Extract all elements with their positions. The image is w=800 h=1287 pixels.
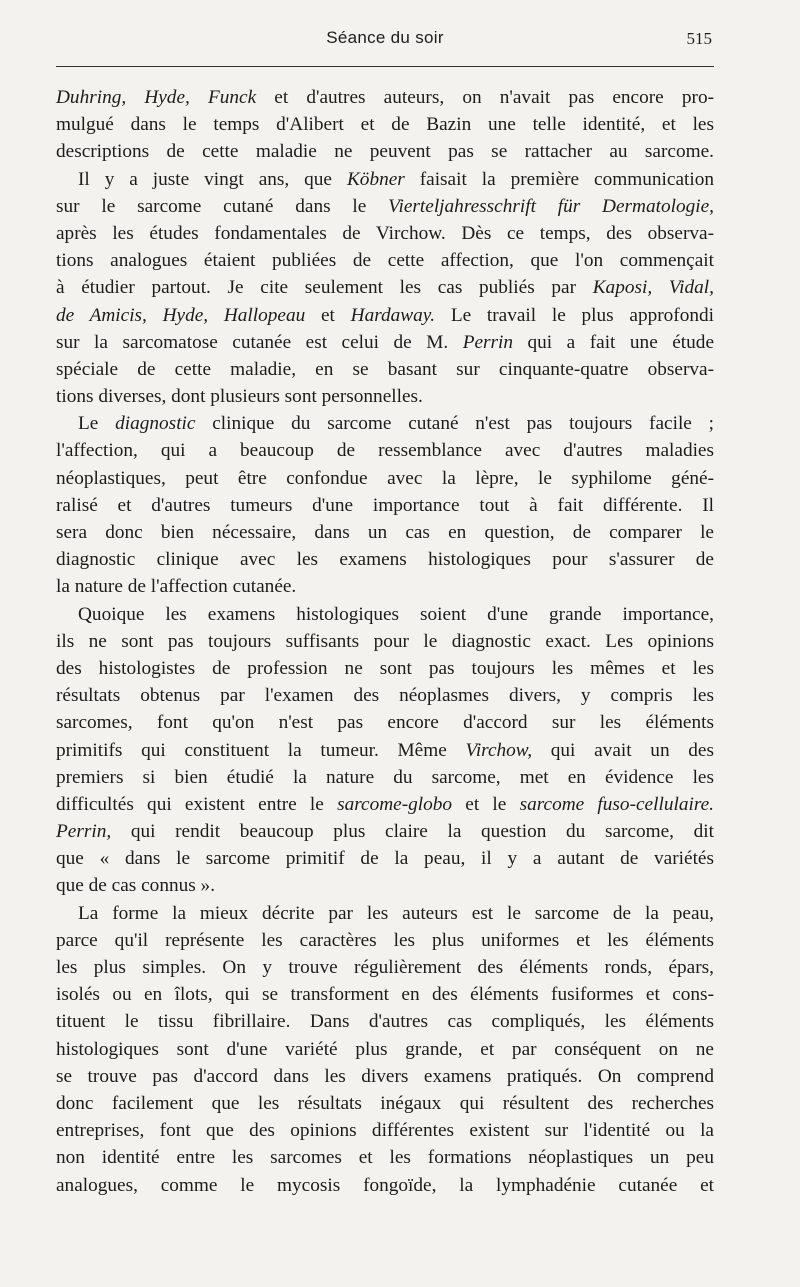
text-run: sarcomes, font qu'on n'est pas encore d'accord sur les éléments bbox=[56, 712, 714, 734]
text-line bbox=[56, 1117, 714, 1144]
text-run: histologiques sont d'une variété plus grande, et par conséquent on ne bbox=[56, 1038, 714, 1060]
text-line bbox=[56, 465, 714, 492]
header-rule bbox=[56, 66, 714, 67]
text-line bbox=[56, 628, 714, 655]
text-line bbox=[56, 274, 714, 301]
text-line bbox=[56, 546, 714, 573]
text-line bbox=[56, 220, 714, 247]
paragraph bbox=[56, 410, 714, 600]
text-run: faisait la première communication bbox=[404, 168, 714, 190]
text-line bbox=[56, 492, 714, 519]
text-run: se trouve pas d'accord dans les divers examens pratiqués. On comprend bbox=[56, 1065, 714, 1087]
text-run: tituent le tissu fibrillaire. Dans d'autres cas compliqués, les éléments bbox=[56, 1011, 714, 1033]
text-run: La forme la mieux décrite par les auteurs est le sarcome de la peau, bbox=[78, 902, 714, 924]
text-run: ils ne sont pas toujours suffisants pour le diagnostic exact. Les opinions bbox=[56, 630, 714, 652]
text-run: parce qu'il représente les caractères les plus uniformes et les éléments bbox=[56, 929, 714, 951]
text-run: et le bbox=[452, 793, 520, 815]
page-header bbox=[56, 28, 714, 54]
italic-text: Perrin, bbox=[56, 821, 112, 843]
text-run: résultats obtenus par l'examen des néoplasmes divers, y compris les bbox=[56, 685, 714, 707]
text-run: sur le sarcome cutané dans le bbox=[56, 195, 389, 217]
text-line bbox=[56, 383, 714, 410]
text-run: sera donc bien nécessaire, dans un cas en question, de comparer le bbox=[56, 522, 714, 543]
text-run: analogues, comme le mycosis fongoïde, la lymphadénie cutanée et bbox=[56, 1174, 714, 1196]
text-line bbox=[56, 247, 714, 274]
text-run: qui a fait une étude bbox=[513, 331, 714, 353]
text-run: Le travail le plus approfondi bbox=[435, 304, 714, 326]
text-run: Quoique les examens histologiques soient d'une grande importance, bbox=[78, 603, 714, 625]
text-run: l'affection, qui a beaucoup de ressemblance avec d'autres maladies bbox=[56, 440, 714, 462]
text-run: et d'autres auteurs, on n'avait pas encore pro- bbox=[256, 87, 715, 108]
text-line bbox=[56, 1090, 714, 1117]
paragraph bbox=[56, 166, 714, 411]
text-run: entreprises, font que des opinions différentes existent sur l'identité ou la bbox=[56, 1120, 714, 1142]
italic-text: Duhring, Hyde, Funck bbox=[56, 87, 257, 108]
text-run: Il y a juste vingt ans, que bbox=[78, 168, 347, 190]
italic-text: Köbner bbox=[346, 168, 405, 190]
italic-text: Vierteljahresschrift für Dermatologie, bbox=[388, 195, 714, 217]
text-line bbox=[56, 329, 714, 356]
text-run: et bbox=[305, 304, 351, 326]
paragraph bbox=[56, 601, 714, 900]
text-run: après les études fondamentales de Virchow. Dès ce temps, des observa- bbox=[56, 222, 714, 244]
paragraph bbox=[56, 900, 714, 1199]
text-line bbox=[56, 872, 714, 899]
document-page bbox=[56, 0, 714, 1287]
text-line bbox=[56, 519, 714, 546]
text-line bbox=[56, 138, 714, 165]
text-run: que « dans le sarcome primitif de la peau, il y a autant de variétés bbox=[56, 848, 714, 870]
text-run: sur la sarcomatose cutanée est celui de M. bbox=[56, 331, 463, 353]
italic-text: Virchow, bbox=[465, 739, 533, 761]
text-run: clinique du sarcome cutané n'est pas toujours facile ; bbox=[195, 413, 714, 435]
text-line bbox=[56, 84, 714, 111]
text-line bbox=[56, 601, 714, 628]
italic-text: Hardaway. bbox=[350, 304, 436, 326]
paragraph bbox=[56, 84, 714, 166]
text-run: donc facilement que les résultats inégaux qui résultent des recherches bbox=[56, 1092, 714, 1114]
text-line bbox=[56, 845, 714, 872]
text-run: Le bbox=[78, 413, 116, 435]
text-run: des histologistes de profession ne sont pas toujours les mêmes et les bbox=[56, 657, 714, 679]
italic-text: sarcome-globo bbox=[337, 793, 453, 815]
text-line bbox=[56, 981, 714, 1008]
text-line bbox=[56, 410, 714, 437]
text-run: tions diverses, dont plusieurs sont personnelles. bbox=[56, 386, 423, 408]
text-run: les plus simples. On y trouve régulièrement des éléments ronds, épars, bbox=[56, 957, 714, 978]
text-run: diagnostic clinique avec les examens histologiques pour s'assurer de bbox=[56, 549, 714, 571]
text-run: primitifs qui constituent la tumeur. Même bbox=[56, 739, 466, 761]
text-line bbox=[56, 764, 714, 791]
text-run: la nature de l'affection cutanée. bbox=[56, 576, 297, 598]
text-line bbox=[56, 791, 714, 818]
italic-text: sarcome fuso-cellulaire. bbox=[519, 793, 714, 815]
text-line bbox=[56, 682, 714, 709]
text-run: spéciale de cette maladie, en se basant sur cinquante-quatre observa- bbox=[56, 358, 714, 380]
text-run: néoplastiques, peut être confondue avec la lèpre, le syphilome géné- bbox=[56, 467, 714, 489]
text-line bbox=[56, 111, 714, 138]
text-line bbox=[56, 302, 714, 329]
text-line bbox=[56, 437, 714, 464]
page-number: 515 bbox=[686, 29, 712, 48]
text-run: non identité entre les sarcomes et les formations néoplastiques un peu bbox=[56, 1147, 714, 1169]
text-run: descriptions de cette maladie ne peuvent pas se rattacher au sarcome. bbox=[56, 141, 714, 163]
text-line bbox=[56, 166, 714, 193]
text-run: qui rendit beaucoup plus claire la question du sarcome, dit bbox=[111, 821, 714, 843]
text-line bbox=[56, 818, 714, 845]
text-line bbox=[56, 954, 714, 981]
text-run: mulgué dans le temps d'Alibert et de Bazin une telle identité, et les bbox=[56, 114, 714, 136]
body-text bbox=[56, 84, 714, 1199]
text-line bbox=[56, 1063, 714, 1090]
text-line bbox=[56, 1008, 714, 1035]
text-run: à étudier partout. Je cite seulement les cas publiés par bbox=[56, 277, 593, 299]
italic-text: diagnostic bbox=[115, 413, 196, 435]
text-line bbox=[56, 737, 714, 764]
text-run: que de cas connus ». bbox=[56, 875, 216, 897]
italic-text: Kaposi, Vidal, bbox=[592, 277, 714, 299]
text-run: isolés ou en îlots, qui se transforment en des éléments fusiformes et cons- bbox=[56, 984, 714, 1006]
italic-text: Perrin bbox=[462, 331, 514, 353]
text-line bbox=[56, 1144, 714, 1171]
text-line bbox=[56, 573, 714, 600]
text-run: ralisé et d'autres tumeurs d'une importance tout à fait différente. Il bbox=[56, 494, 714, 516]
text-run: qui avait un des bbox=[532, 739, 714, 761]
text-run: tions analogues étaient publiées de cette affection, que l'on commençait bbox=[56, 250, 714, 272]
text-line bbox=[56, 193, 714, 220]
italic-text: de Amicis, Hyde, Hallopeau bbox=[56, 304, 306, 326]
text-line bbox=[56, 1036, 714, 1063]
text-run: difficultés qui existent entre le bbox=[56, 793, 338, 815]
text-run: premiers si bien étudié la nature du sarcome, met en évidence les bbox=[56, 766, 714, 788]
text-line bbox=[56, 927, 714, 954]
text-line bbox=[56, 655, 714, 682]
text-line bbox=[56, 356, 714, 383]
text-line bbox=[56, 900, 714, 927]
text-line bbox=[56, 1172, 714, 1199]
running-head: Séance du soir bbox=[326, 28, 444, 47]
text-line bbox=[56, 709, 714, 736]
